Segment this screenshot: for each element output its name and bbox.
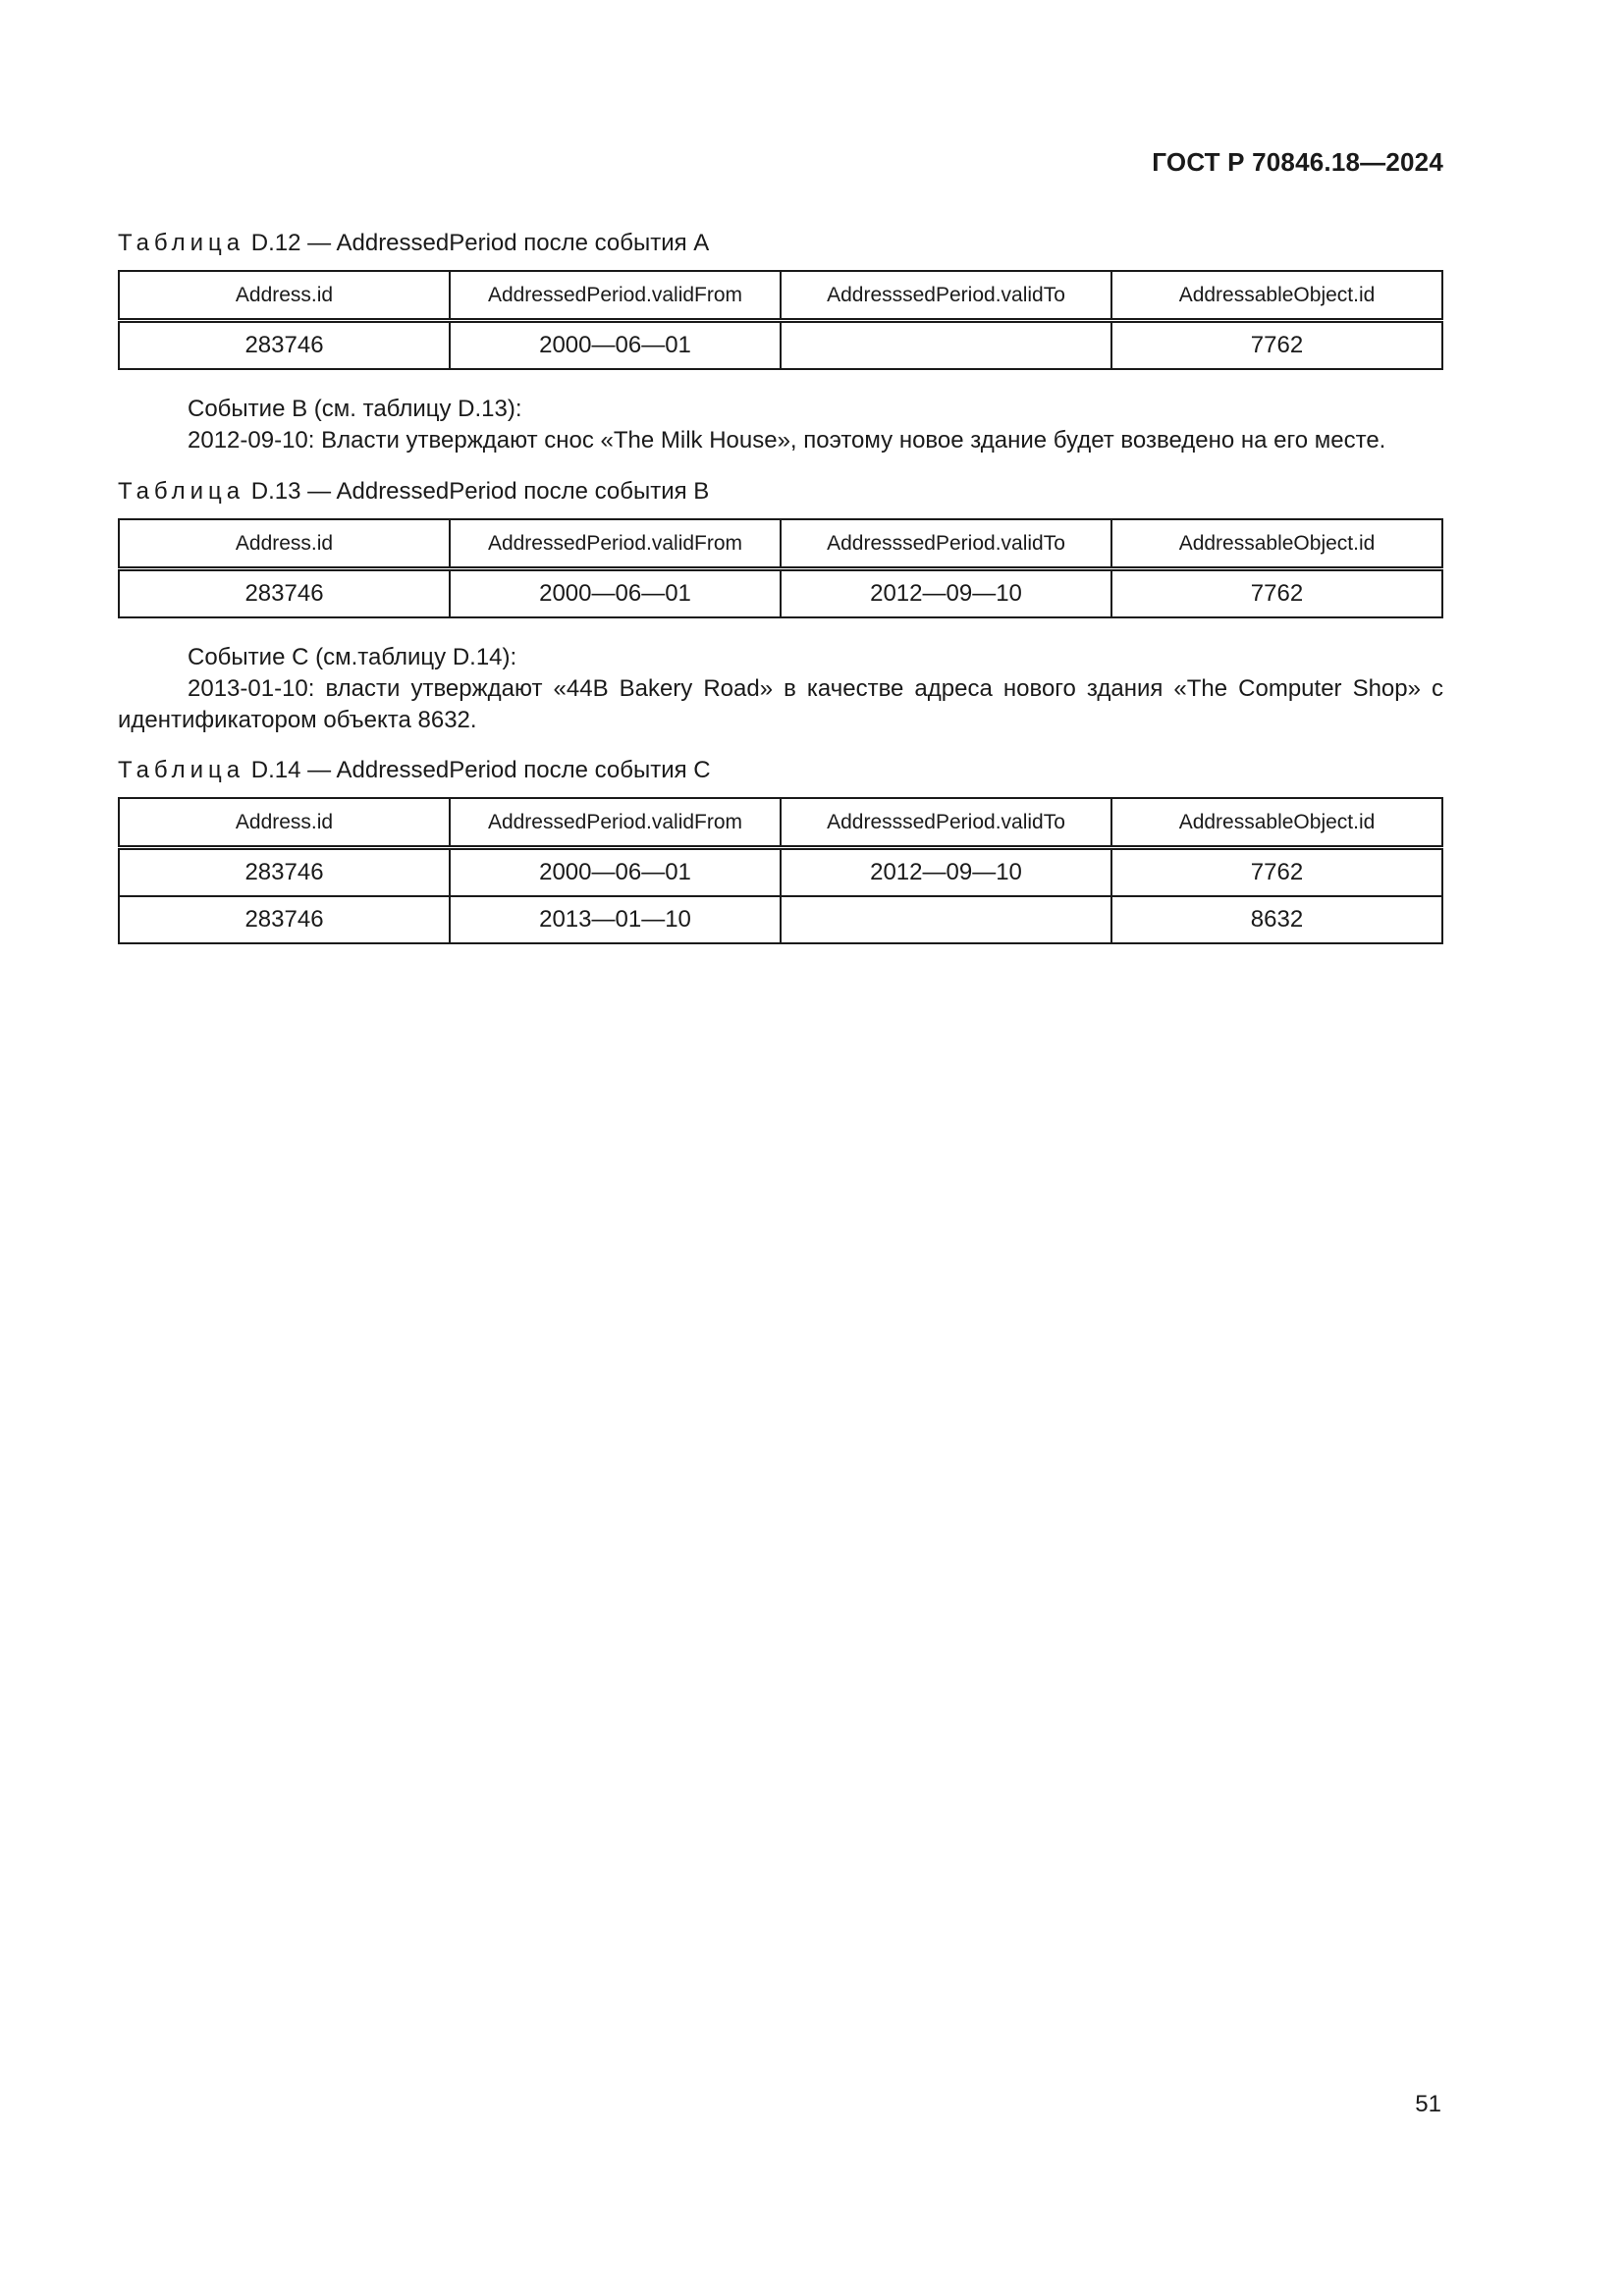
- table-row: [119, 569, 1442, 618]
- page-number: 51: [1415, 2091, 1441, 2117]
- table-d12: [118, 270, 1443, 370]
- event-b-line1: Событие B (см. таблицу D.13):: [188, 396, 522, 422]
- cell-address-id: 283746: [119, 848, 450, 897]
- column-header-object-id: AddressableObject.id: [1111, 519, 1442, 569]
- document-code: ГОСТ Р 70846.18—2024: [1152, 147, 1443, 177]
- column-header-address-id: Address.id: [119, 271, 450, 321]
- cell-object-id: 7762: [1111, 848, 1442, 897]
- table-d14: [118, 797, 1443, 944]
- column-header-address-id: Address.id: [119, 798, 450, 848]
- event-b-line2: 2012-09-10: Власти утверждают снос «The Milk House», поэтому новое здание будет возведено на его месте.: [188, 427, 1386, 454]
- table-header-row: [119, 519, 1442, 569]
- table-row: [119, 848, 1442, 897]
- table-d14-caption-title: D.14 — AddressedPeriod после события C: [250, 757, 711, 783]
- table-d13-caption-word: Таблица: [118, 478, 245, 505]
- column-header-valid-from: AddressedPeriod.validFrom: [450, 519, 781, 569]
- table-d13: [118, 518, 1443, 618]
- cell-valid-to: 2012—09—10: [781, 569, 1111, 618]
- column-header-valid-to: AddresssedPeriod.validTo: [781, 271, 1111, 321]
- column-header-valid-from: AddressedPeriod.validFrom: [450, 798, 781, 848]
- cell-object-id: 7762: [1111, 569, 1442, 618]
- cell-object-id: 8632: [1111, 896, 1442, 943]
- column-header-object-id: AddressableObject.id: [1111, 798, 1442, 848]
- event-b-paragraph: [118, 394, 1443, 456]
- table-d13-caption: [118, 478, 709, 506]
- cell-address-id: 283746: [119, 896, 450, 943]
- table-header-row: [119, 271, 1442, 321]
- event-c-line1: Событие C (см.таблицу D.14):: [188, 644, 517, 670]
- table-d12-caption: [118, 230, 709, 257]
- table-d14-caption: [118, 757, 711, 784]
- cell-valid-from: 2000—06—01: [450, 321, 781, 370]
- cell-valid-to: [781, 896, 1111, 943]
- table-header-row: [119, 798, 1442, 848]
- table-row: [119, 896, 1442, 943]
- table-d14-caption-word: Таблица: [118, 757, 245, 783]
- cell-valid-from: 2000—06—01: [450, 848, 781, 897]
- column-header-valid-to: AddresssedPeriod.validTo: [781, 798, 1111, 848]
- table-d13-caption-title: D.13 — AddressedPeriod после события B: [250, 478, 710, 505]
- table-d12-caption-word: Таблица: [118, 230, 245, 256]
- table-row: [119, 321, 1442, 370]
- cell-valid-to: [781, 321, 1111, 370]
- table-d12-caption-title: D.12 — AddressedPeriod после события A: [250, 230, 710, 256]
- cell-address-id: 283746: [119, 569, 450, 618]
- event-c-paragraph: [118, 642, 1443, 736]
- cell-valid-from: 2000—06—01: [450, 569, 781, 618]
- column-header-valid-to: AddresssedPeriod.validTo: [781, 519, 1111, 569]
- event-c-line2: 2013-01-10: власти утверждают «44B Bakery Road» в качестве адреса нового здания «The Computer Shop» с идентификатором объекта 8632.: [118, 675, 1443, 733]
- column-header-valid-from: AddressedPeriod.validFrom: [450, 271, 781, 321]
- cell-object-id: 7762: [1111, 321, 1442, 370]
- cell-valid-from: 2013—01—10: [450, 896, 781, 943]
- column-header-address-id: Address.id: [119, 519, 450, 569]
- cell-address-id: 283746: [119, 321, 450, 370]
- column-header-object-id: AddressableObject.id: [1111, 271, 1442, 321]
- cell-valid-to: 2012—09—10: [781, 848, 1111, 897]
